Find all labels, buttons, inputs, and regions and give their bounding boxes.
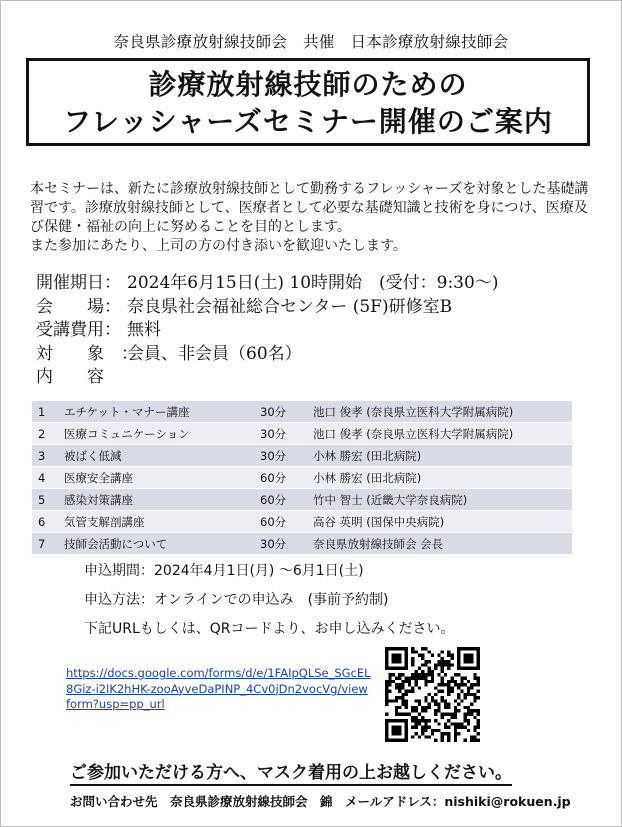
- content-label: 内 容: [36, 367, 104, 387]
- fee-value: 無料: [127, 320, 161, 340]
- intro-text: [30, 180, 590, 256]
- program-speaker: 高谷 英明 (国保中央病院): [307, 511, 572, 533]
- program-duration: 30分: [254, 533, 307, 555]
- date-row: [36, 272, 596, 296]
- program-number: 3: [32, 445, 58, 467]
- qr-code[interactable]: [385, 647, 480, 742]
- content-row: [36, 366, 596, 390]
- program-topic: 感染対策講座: [58, 489, 254, 511]
- intro-paragraph-1: 本セミナーは、新たに診療放射線技師として勤務するフレッシャーズを対象とした基礎講習です。診療放射線技師として、医療者として必要な基礎知識と技術を身につけ、医療及び保健・福祉の向上に努めることを目的とします。: [30, 181, 589, 235]
- host-organizations: 奈良県診療放射線技師会 共催 日本診療放射線技師会: [113, 33, 509, 51]
- program-number: 2: [32, 423, 58, 445]
- program-number: 5: [32, 489, 58, 511]
- program-duration: 60分: [254, 511, 307, 533]
- program-row: [32, 445, 572, 467]
- mask-notice: ご参加いただける方へ、マスク着用の上お越しください。: [70, 758, 512, 786]
- venue-value: 奈良県社会福祉総合センター (5F)研修室B: [127, 296, 453, 317]
- fee-row: [36, 319, 596, 343]
- program-topic: 被ばく低減: [58, 445, 254, 467]
- program-topic: 気管支解剖講座: [58, 511, 254, 533]
- program-duration: 60分: [254, 467, 307, 489]
- program-row: [32, 511, 572, 533]
- title-line-2: フレッシャーズセミナー開催のご案内: [63, 105, 553, 138]
- application-instruction: 下記URLもしくは、QRコードより、お申し込みください。: [84, 621, 455, 637]
- application-period: 申込期間：2024年4月1日(月) 〜6月1日(土): [84, 563, 364, 579]
- program-table: [32, 400, 572, 554]
- program-row: [32, 401, 572, 423]
- program-row: [32, 467, 572, 489]
- title-box: [26, 58, 590, 146]
- venue-row: [36, 296, 596, 320]
- program-topic: 医療安全講座: [58, 467, 254, 489]
- fee-label: 受講費用：: [36, 320, 121, 340]
- target-label: 対 象 ：: [36, 343, 138, 364]
- program-speaker: 池口 俊孝 (奈良県立医科大学附属病院): [307, 401, 572, 423]
- target-value: 会員、非会員（60名）: [127, 343, 302, 364]
- program-duration: 30分: [254, 445, 307, 467]
- contact-info: お問い合わせ先 奈良県診療放射線技師会 錦 メールアドレス：nishiki@rokuen.jp: [70, 794, 571, 809]
- program-duration: 30分: [254, 423, 307, 445]
- program-row: [32, 423, 572, 445]
- application-form-link[interactable]: https://docs.google.com/forms/d/e/1FAIpQLSe_SGcEL8Giz-i2lK2hHK-zooAyveDaPINP_4Cv0jDn2vocVg/viewform?usp=pp_url: [66, 666, 371, 711]
- title-line-1: 診療放射線技師のための: [148, 68, 468, 101]
- event-details: [36, 272, 596, 390]
- date-value: 2024年6月15日(土) 10時開始 (受付：9:30〜): [127, 273, 499, 293]
- application-method: 申込方法：オンラインでの申込み (事前予約制): [84, 592, 389, 608]
- program-speaker: 小林 勝宏 (田北病院): [307, 467, 572, 489]
- program-row: [32, 533, 572, 555]
- program-speaker: 竹中 智士 (近畿大学奈良病院): [307, 489, 572, 511]
- program-number: 7: [32, 533, 58, 555]
- program-row: [32, 489, 572, 511]
- target-row: [36, 343, 596, 367]
- program-duration: 60分: [254, 489, 307, 511]
- program-number: 6: [32, 511, 58, 533]
- program-topic: 技師会活動について: [58, 533, 254, 555]
- program-topic: 医療コミュニケーション: [58, 423, 254, 445]
- program-number: 4: [32, 467, 58, 489]
- program-speaker: 小林 勝宏 (田北病院): [307, 445, 572, 467]
- intro-paragraph-2: また参加にあたり、上司の方の付き添いを歓迎いたします。: [30, 238, 407, 254]
- program-speaker: 奈良県放射線技師会 会長: [307, 533, 572, 555]
- venue-label: 会 場：: [36, 296, 121, 317]
- program-duration: 30分: [254, 401, 307, 423]
- program-topic: エチケット・マナー講座: [58, 401, 254, 423]
- program-number: 1: [32, 401, 58, 423]
- date-label: 開催期日：: [36, 273, 121, 293]
- program-speaker: 池口 俊孝 (奈良県立医科大学附属病院): [307, 423, 572, 445]
